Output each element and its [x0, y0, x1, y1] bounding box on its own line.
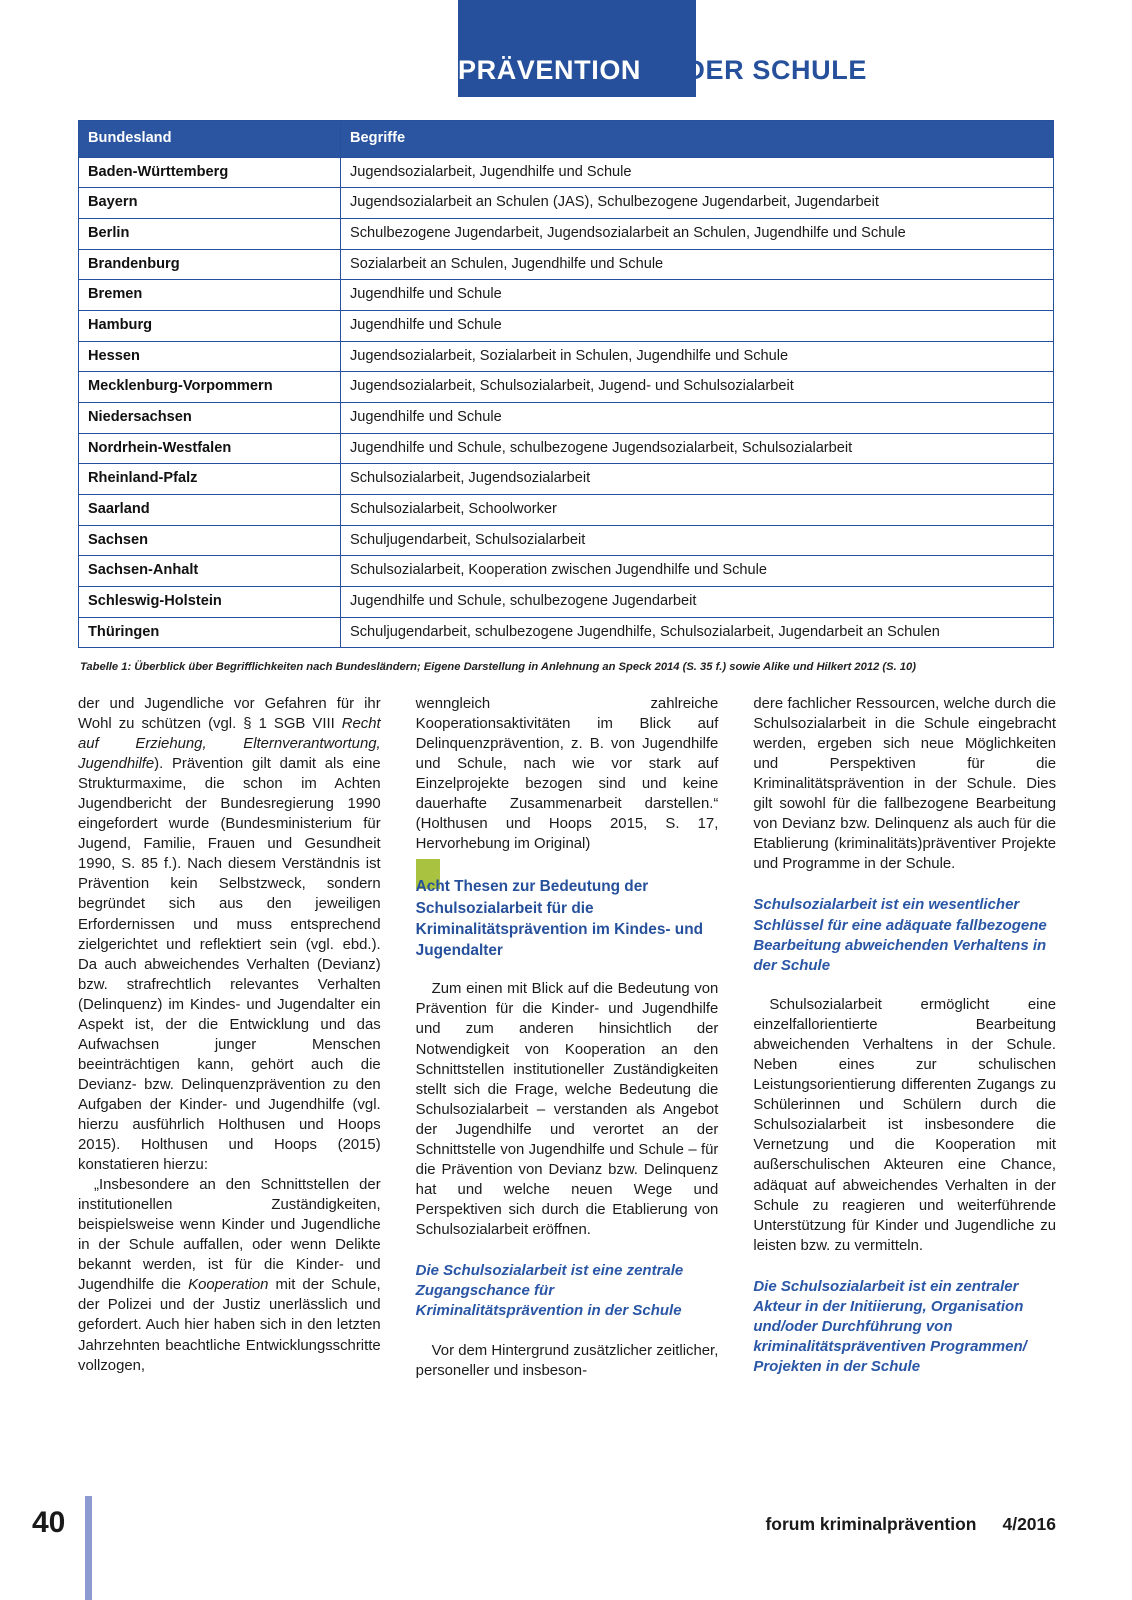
para2-part-a: „Insbesondere an den Schnittstellen der institutionellen Zuständigkeiten, beispielsweise wenn Kinder und Jugendliche in der Schule auffallen, oder wenn Delikte bekannt werden, ist für die Kinder- und Jugendhilfe die — [78, 1177, 381, 1294]
table-row — [79, 556, 1054, 587]
cell-terms: Jugendsozialarbeit, Jugendhilfe und Schule — [341, 157, 1054, 188]
table-header-row — [79, 121, 1054, 158]
cell-state: Berlin — [79, 219, 341, 250]
cell-state: Thüringen — [79, 617, 341, 648]
cell-terms: Schuljugendarbeit, schulbezogene Jugendhilfe, Schulsozialarbeit, Jugendarbeit an Schulen — [341, 617, 1054, 648]
table-row — [79, 341, 1054, 372]
column-header-begriffe: Begriffe — [341, 121, 1054, 158]
cell-terms: Jugendhilfe und Schule — [341, 403, 1054, 434]
para2-italic: Kooperation — [188, 1277, 269, 1294]
cell-state: Mecklenburg-Vorpommern — [79, 372, 341, 403]
thesis-subheading-1: Die Schulsozialarbeit ist eine zentrale Zugangschance für Kriminalitätsprävention in der Schule — [415, 1261, 684, 1320]
cell-state: Sachsen — [79, 525, 341, 556]
table-row — [79, 403, 1054, 434]
cell-state: Bayern — [79, 188, 341, 219]
cell-state: Sachsen-Anhalt — [79, 556, 341, 587]
cell-state: Bremen — [79, 280, 341, 311]
table-row — [79, 311, 1054, 342]
table-body — [79, 157, 1054, 648]
paragraph-continuation — [78, 694, 381, 1175]
table-row — [79, 249, 1054, 280]
cell-terms: Jugendhilfe und Schule, schulbezogene Jugendsozialarbeit, Schulsozialarbeit — [341, 433, 1054, 464]
section-heading-acht-thesen — [416, 876, 719, 961]
table-row — [79, 219, 1054, 250]
para1-italic: Recht auf Erziehung, Elternverantwortung, Jugendhilfe — [78, 716, 381, 773]
cell-state: Nordrhein-Westfalen — [79, 433, 341, 464]
text-column-2 — [416, 694, 719, 1381]
cell-terms: Jugendhilfe und Schule — [341, 311, 1054, 342]
paragraph-vor-dem-hintergrund: Vor dem Hintergrund zusätzlicher zeitlicher, personeller und insbeson- — [415, 1342, 719, 1379]
text-column-1 — [78, 694, 381, 1381]
paragraph-quote — [78, 1175, 381, 1375]
journal-name: forum kriminalprävention — [765, 1514, 977, 1534]
table-row — [79, 525, 1054, 556]
journal-info — [765, 1514, 1056, 1535]
paragraph-quote-end: wenngleich zahlreiche Kooperationsaktivitäten im Blick auf Delinquenzprävention, z. B. von Jugendhilfe und Schule, nach wie vor stark auf Einzelprojekte bezogen sind und keine dauerhafte Zusammenarbeit darstellen.“ (Holthusen und Hoops 2015, S. 17, Hervorhebung im Original) — [415, 696, 719, 853]
thesis-subheading-3: Die Schulsozialarbeit ist ein zentraler Akteur in der Initiierung, Organisation und/oder Durchführung von kriminalitätspräventiven Programmen/ Projekten in der Schule — [753, 1277, 1027, 1376]
page-header — [0, 0, 1132, 100]
paragraph-zum-einen: Zum einen mit Blick auf die Bedeutung von Prävention für die Kinder- und Jugendhilfe und zum anderen hinsichtlich der Notwendigkeit von Kooperation an den Schnittstellen institutioneller Zuständigkeiten stellt sich die Frage, welche Bedeutung die Schulsozialarbeit – verstanden als Angebot der Jugendhilfe und verortet an der Schnittstelle von Jugendhilfe und Schule – für die Prävention von Devianz bzw. Delinquenz hat und welche neuen Wege und Perspektiven sich durch die Etablierung von Schulsozialarbeit eröffnen. — [415, 981, 719, 1238]
cell-state: Schleswig-Holstein — [79, 587, 341, 618]
body-columns — [78, 694, 1056, 1381]
cell-state: Rheinland-Pfalz — [79, 464, 341, 495]
cell-terms: Sozialarbeit an Schulen, Jugendhilfe und Schule — [341, 249, 1054, 280]
table-row — [79, 495, 1054, 526]
table-row — [79, 587, 1054, 618]
table-row — [79, 157, 1054, 188]
paragraph-ressourcen: dere fachlicher Ressourcen, welche durch die Schulsozialarbeit in die Schule eingebracht werden, ergeben sich neue Möglichkeiten und Perspektiven für die Kriminalitätsprävention in der Schule. Dies gilt sowohl für die fallbezogene Bearbeitung von Devianz bzw. Delinquenz als auch für die Etablierung (kriminalitäts)präventiver Projekte und Programme in der Schule. — [753, 696, 1057, 873]
para2-part-b: mit der Schule, der Polizei und der Justiz unerlässlich und gefordert. Auch hier haben sich in den letzten Jahrzehnten beachtliche Entwicklungsschritte vollzogen, — [78, 1277, 381, 1374]
page-title-rest: IN DER SCHULE — [641, 55, 867, 85]
cell-terms: Schulsozialarbeit, Kooperation zwischen Jugendhilfe und Schule — [341, 556, 1054, 587]
cell-terms: Jugendhilfe und Schule — [341, 280, 1054, 311]
cell-state: Niedersachsen — [79, 403, 341, 434]
table-row — [79, 433, 1054, 464]
table-row — [79, 617, 1054, 648]
cell-state: Hamburg — [79, 311, 341, 342]
cell-terms: Schuljugendarbeit, Schulsozialarbeit — [341, 525, 1054, 556]
table-caption: Tabelle 1: Überblick über Begrifflichkeiten nach Bundesländern; Eigene Darstellung in Anlehnung an Speck 2014 (S. 35 f.) sowie Alike und Hilkert 2012 (S. 10) — [80, 661, 916, 673]
cell-state: Brandenburg — [79, 249, 341, 280]
cell-state: Hessen — [79, 341, 341, 372]
table-row — [79, 464, 1054, 495]
table-row — [79, 188, 1054, 219]
footer-accent-bar — [85, 1496, 92, 1600]
states-table-wrap — [78, 120, 1054, 648]
thesis-subheading-2: Schulsozialarbeit ist ein wesentlicher Schlüssel für eine adäquate fallbezogene Bearbeitung abweichenden Verhaltens in der Schule — [753, 896, 1047, 974]
cell-terms: Jugendhilfe und Schule, schulbezogene Jugendarbeit — [341, 587, 1054, 618]
cell-state: Saarland — [79, 495, 341, 526]
table-row — [79, 372, 1054, 403]
column-header-bundesland: Bundesland — [79, 121, 341, 158]
cell-terms: Schulbezogene Jugendarbeit, Jugendsozialarbeit an Schulen, Jugendhilfe und Schule — [341, 219, 1054, 250]
cell-terms: Jugendsozialarbeit, Sozialarbeit in Schulen, Jugendhilfe und Schule — [341, 341, 1054, 372]
cell-terms: Schulsozialarbeit, Schoolworker — [341, 495, 1054, 526]
page-title-highlight: PRÄVENTION — [458, 55, 642, 85]
journal-issue: 4/2016 — [1002, 1514, 1056, 1534]
section-heading-label: Acht Thesen zur Bedeutung der Schulsozialarbeit für die Kriminalitätsprävention im Kindes- und Jugendalter — [415, 878, 703, 960]
page-footer — [0, 1482, 1132, 1600]
cell-terms: Schulsozialarbeit, Jugendsozialarbeit — [341, 464, 1054, 495]
states-table — [78, 120, 1054, 648]
cell-state: Baden-Württemberg — [79, 157, 341, 188]
page-title — [458, 57, 1018, 84]
text-column-3 — [753, 694, 1056, 1381]
cell-terms: Jugendsozialarbeit an Schulen (JAS), Schulbezogene Jugendarbeit, Jugendarbeit — [341, 188, 1054, 219]
page-number: 40 — [32, 1506, 66, 1539]
para1-part-b: ). Prävention gilt damit als eine Strukturmaxime, die schon im Achten Jugendbericht der Bundesregierung 1990 eingefordert wurde (Bundesministerium für Jugend, Familie, Frauen und Gesundheit 1990, S. 85 f.). Nach diesem Verständnis ist Prävention kein Selbstzweck, sondern begründet sich aus den jeweiligen Erfordernissen und muss entsprechend zielgerichtet und reflektiert sein (vgl. ebd.). Da auch abweichendes Verhalten (Devianz) bzw. strafrechtlich relevantes Verhalten (Delinquenz) im Kindes- und Jugendalter ein Aspekt ist, der die Entwicklung und das Aufwachsen junger Menschen beeinträchtigen kann, gehört auch die Devianz- bzw. Delinquenzprävention zu den Aufgaben der Kinder- und Jugendhilfe (vgl. hierzu ausführlich Holthusen und Hoops 2015). Holthusen und Hoops (2015) konstatieren hierzu: — [78, 756, 381, 1174]
paragraph-einzelfallorientiert: Schulsozialarbeit ermöglicht eine einzelfallorientierte Bearbeitung abweichenden Verhaltens in der Schule. Neben eines zur schulischen Leistungsorientierung differenten Zugangs zu Schülerinnen und Schülern durch die Schulsozialarbeit ist insbesondere die Vernetzung und die Kooperation mit außerschulischen Akteuren eine Chance, adäquat auf abweichendes Verhalten in der Schule zu reagieren und weiterführende Unterstützung für Kinder und Jugendliche zu leisten bzw. zu vermitteln. — [753, 997, 1057, 1254]
table-row — [79, 280, 1054, 311]
para1-part-a: der und Jugendliche vor Gefahren für ihr Wohl zu schützen (vgl. § 1 SGB VIII — [78, 696, 381, 733]
cell-terms: Jugendsozialarbeit, Schulsozialarbeit, Jugend- und Schulsozialarbeit — [341, 372, 1054, 403]
